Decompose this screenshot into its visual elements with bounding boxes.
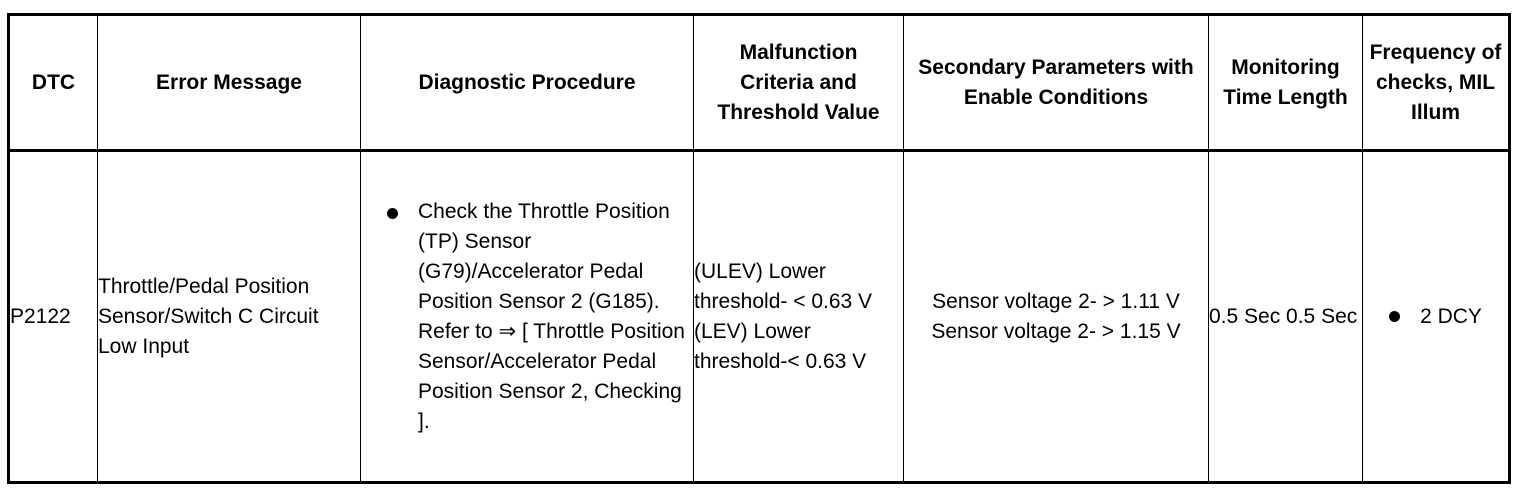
header-error-message: Error Message	[98, 15, 361, 151]
procedure-text: Check the Throttle Position (TP) Sensor (G79)/Accelerator Pedal Position Sensor 2 (G185). Refer to ⇒ [ Throttle Position Sensor/Accelerator Pedal Position Sensor 2, Checking ].	[418, 199, 685, 433]
header-frequency: Frequency of checks, MIL Illum	[1363, 15, 1510, 151]
cell-malfunction-criteria: (ULEV) Lower threshold- < 0.63 V (LEV) Lower threshold-< 0.63 V	[694, 151, 904, 483]
dtc-table	[7, 13, 1511, 484]
header-dtc: DTC	[9, 15, 98, 151]
cell-secondary-parameters: Sensor voltage 2- > 1.11 V Sensor voltage 2- > 1.15 V	[904, 151, 1209, 483]
frequency-item	[1389, 302, 1482, 332]
cell-monitoring-time: 0.5 Sec 0.5 Sec	[1209, 151, 1363, 483]
table-header-row	[9, 15, 1510, 151]
cell-error-message: Throttle/Pedal Position Sensor/Switch C Circuit Low Input	[98, 151, 361, 483]
header-malfunction-criteria: Malfunction Criteria and Threshold Value	[694, 15, 904, 151]
table-row	[9, 151, 1510, 483]
cell-diagnostic-procedure	[361, 151, 694, 483]
cell-frequency	[1363, 151, 1510, 483]
bullet-icon	[1389, 311, 1400, 322]
header-secondary-parameters: Secondary Parameters with Enable Conditions	[904, 15, 1209, 151]
header-diagnostic-procedure: Diagnostic Procedure	[361, 15, 694, 151]
bullet-icon	[387, 208, 398, 219]
cell-dtc-code: P2122	[9, 151, 98, 483]
header-monitoring-time: Monitoring Time Length	[1209, 15, 1363, 151]
procedure-list-item	[361, 197, 693, 437]
frequency-text: 2 DCY	[1420, 304, 1482, 328]
